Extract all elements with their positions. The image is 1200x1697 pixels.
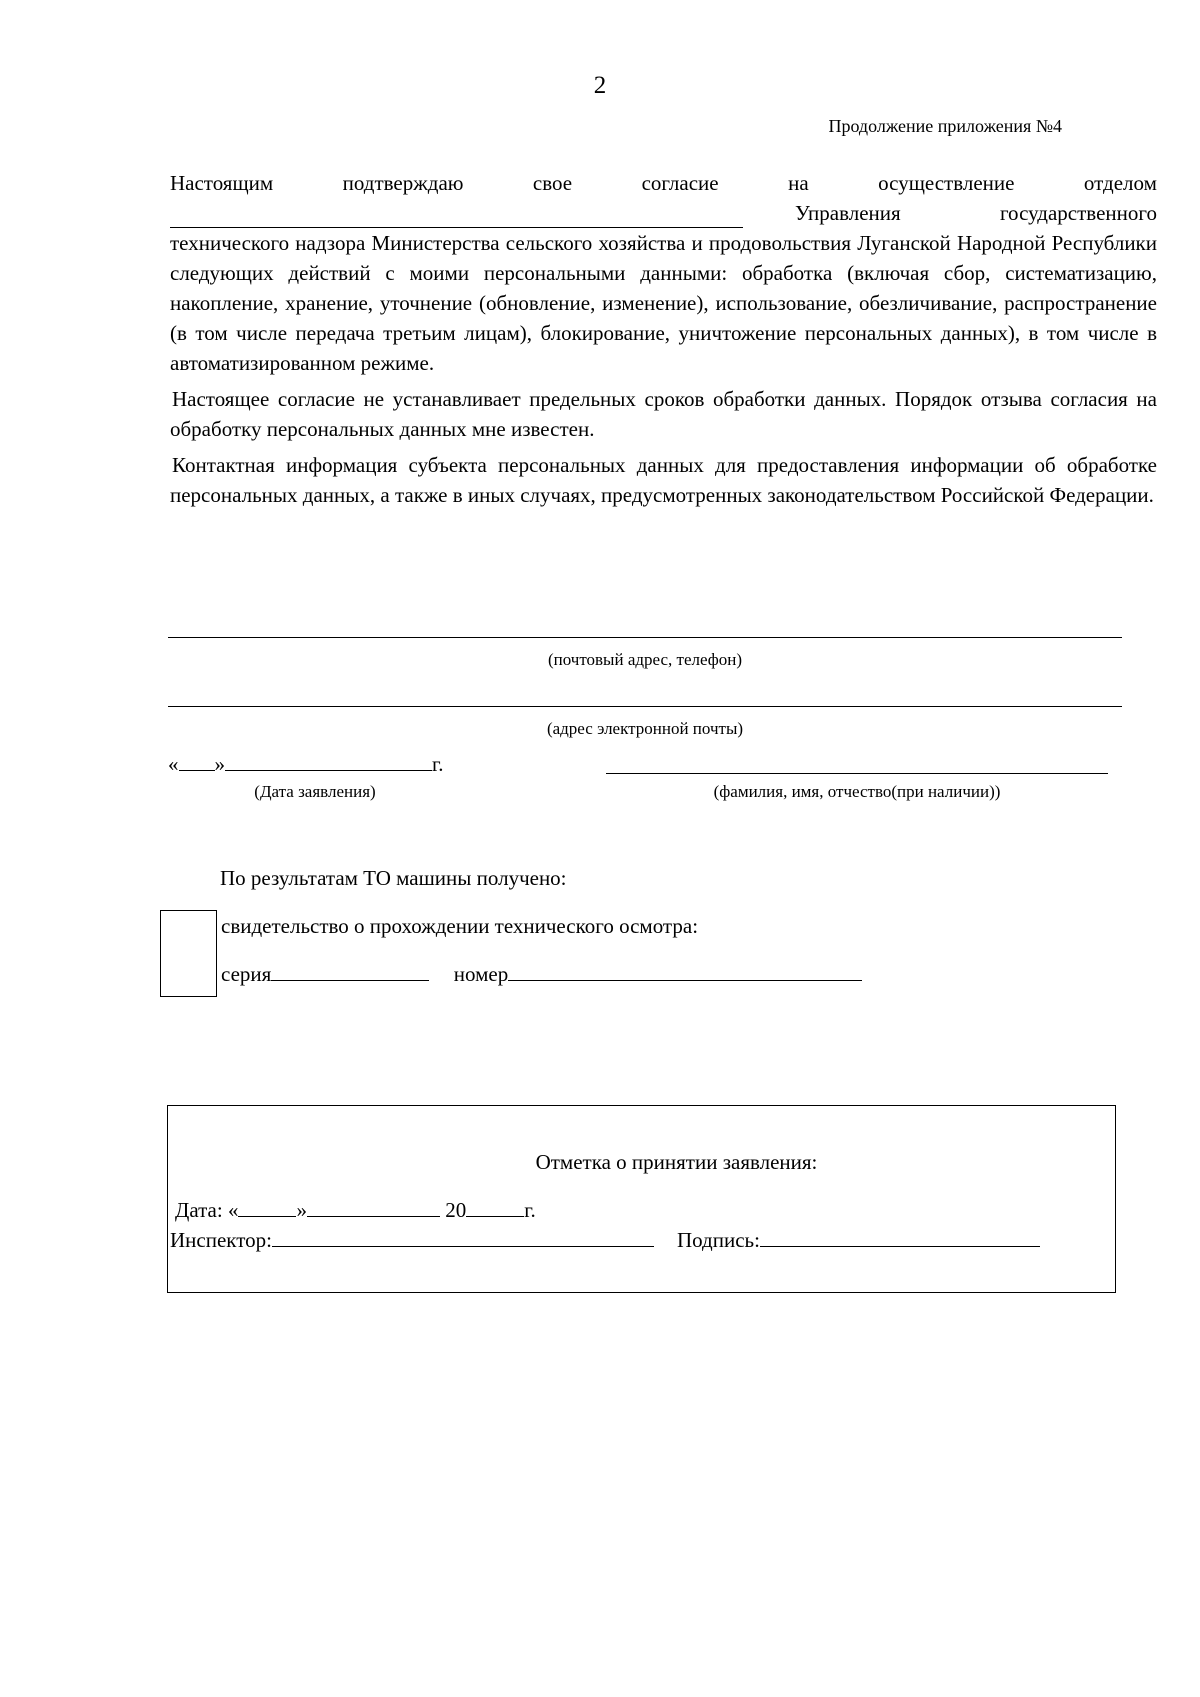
acceptance-year-suffix: г. <box>524 1198 536 1222</box>
signature-blank[interactable] <box>760 1228 1040 1247</box>
department-blank[interactable] <box>170 205 743 228</box>
year-suffix: г. <box>432 752 444 776</box>
consent-word: осуществление <box>878 171 1015 195</box>
inspector-row <box>170 1228 654 1253</box>
email-line[interactable] <box>168 706 1122 707</box>
signature-label: Подпись: <box>677 1228 760 1252</box>
consent-paragraph-1: технического надзора Министерства сельского хозяйства и продовольствия Луганской Народной Республики следующих действий с моими персональными данными: обработка (включая сбор, систематизацию, накопление, хранение, уточнение (обновление, изменение), использование, обезличивание, распространение (в том числе передача третьим лицам), блокирование, уничтожение персональных данных), в том числе в автоматизированном режиме. <box>170 231 1157 375</box>
acceptance-day-blank[interactable] <box>238 1198 296 1217</box>
application-date-row <box>168 752 444 777</box>
month-blank[interactable] <box>225 752 432 771</box>
consent-word: Управления <box>795 201 901 225</box>
consent-word: отделом <box>1083 171 1157 195</box>
consent-line-2 <box>170 198 1157 228</box>
appendix-label: Продолжение приложения №4 <box>828 116 1062 136</box>
quote-close: » <box>214 752 225 776</box>
acceptance-month-blank[interactable] <box>307 1198 440 1217</box>
application-date-caption: (Дата заявления) <box>254 782 376 801</box>
acceptance-year-prefix: 20 <box>445 1198 467 1222</box>
series-label: серия <box>221 962 272 986</box>
full-name-line[interactable] <box>606 773 1108 774</box>
acceptance-date-row <box>175 1198 536 1223</box>
inspector-label: Инспектор: <box>170 1228 272 1252</box>
series-blank[interactable] <box>271 962 429 981</box>
full-name-caption: (фамилия, имя, отчество(при наличии)) <box>713 782 1001 801</box>
consent-word: государственного <box>999 201 1157 225</box>
inspector-blank[interactable] <box>272 1228 654 1247</box>
page-number: 2 <box>593 72 607 99</box>
acceptance-title: Отметка о принятии заявления: <box>535 1150 818 1174</box>
consent-line-1 <box>170 168 1157 198</box>
consent-word: согласие <box>641 171 719 195</box>
consent-word: на <box>788 171 809 195</box>
series-number-row <box>221 962 862 987</box>
certificate-label: свидетельство о прохождении технического осмотра: <box>221 914 699 938</box>
consent-word: Настоящим <box>170 171 274 195</box>
email-caption: (адрес электронной почты) <box>546 719 744 738</box>
consent-word: подтверждаю <box>342 171 464 195</box>
consent-paragraph-3: Контактная информация субъекта персональных данных для предоставления информации об обработке персональных данных, а также в иных случаях, предусмотренных законодательством Российской Федерации. <box>170 453 1157 507</box>
postal-address-line[interactable] <box>168 637 1122 638</box>
postal-address-caption: (почтовый адрес, телефон) <box>547 650 743 669</box>
signature-row <box>677 1228 1040 1253</box>
certificate-checkbox[interactable] <box>160 910 217 997</box>
consent-text <box>170 168 1157 510</box>
number-blank[interactable] <box>508 962 862 981</box>
day-blank[interactable] <box>179 752 215 771</box>
consent-word: свое <box>532 171 573 195</box>
acceptance-year-blank[interactable] <box>466 1198 524 1217</box>
quote-open: « <box>168 752 179 776</box>
acceptance-quote-close: » <box>296 1198 307 1222</box>
number-label: номер <box>453 962 509 986</box>
acceptance-date-label: Дата: « <box>175 1198 239 1222</box>
results-title: По результатам ТО машины получено: <box>220 866 567 890</box>
consent-paragraph-2: Настоящее согласие не устанавливает предельных сроков обработки данных. Порядок отзыва согласия на обработку персональных данных мне известен. <box>170 387 1157 441</box>
